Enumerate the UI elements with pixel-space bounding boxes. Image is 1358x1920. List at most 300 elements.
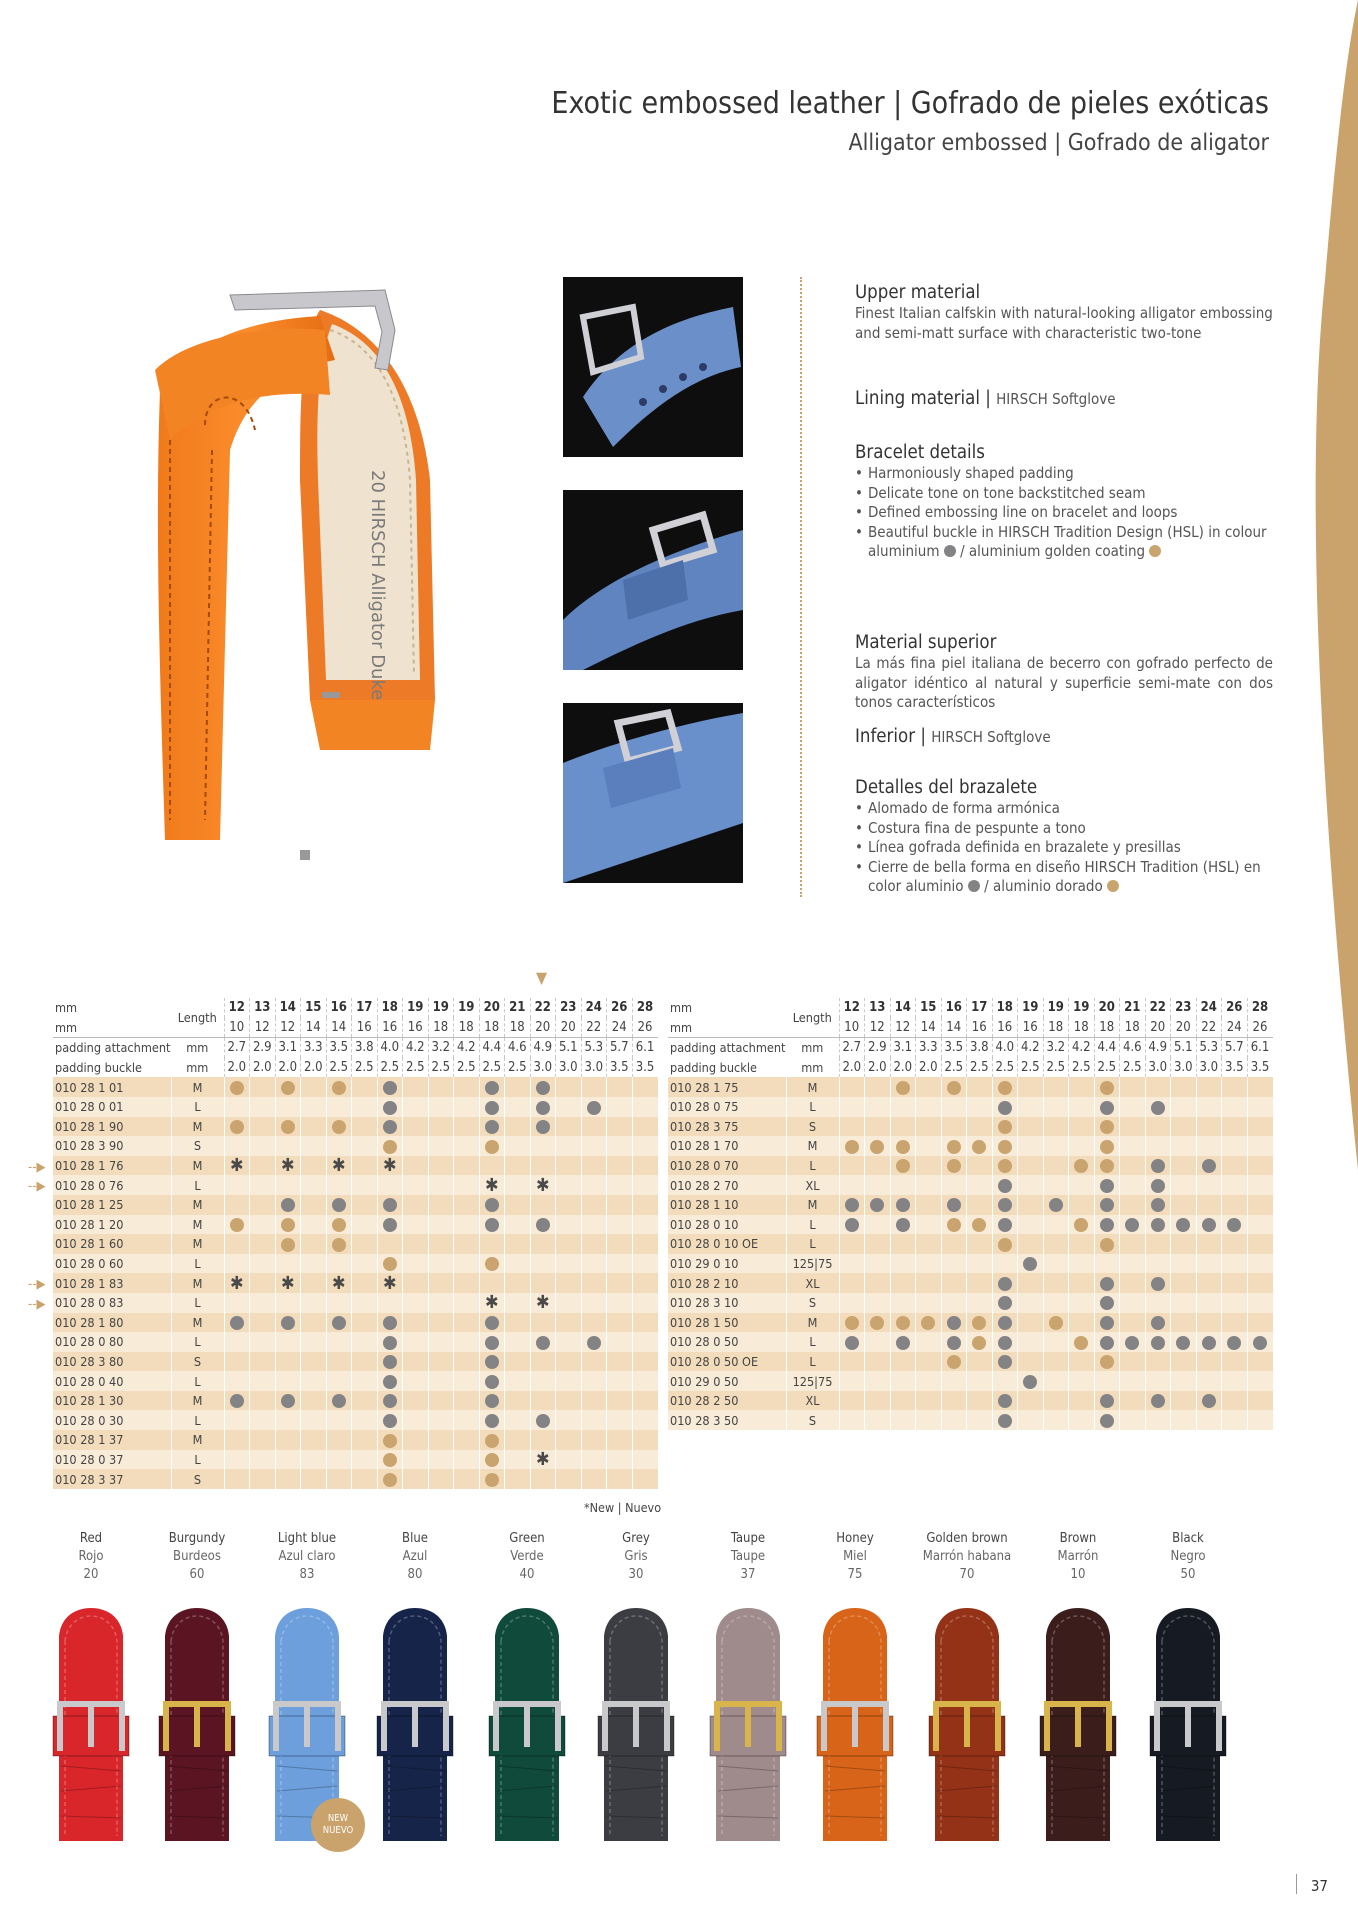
availability-cell (1043, 1332, 1069, 1352)
availability-cell (607, 1156, 633, 1176)
availability-cell (275, 1450, 301, 1470)
availability-cell (992, 1273, 1018, 1293)
availability-cell (607, 1293, 633, 1313)
attachment-cell: 3.2 (428, 1038, 454, 1058)
upper-material-title: Upper material (855, 282, 981, 303)
availability-cell (1145, 1195, 1171, 1215)
blue-strap-photo-3 (563, 703, 743, 883)
width-cell: 18 (992, 998, 1018, 1018)
availability-cell (992, 1352, 1018, 1372)
availability-cell (301, 1175, 327, 1195)
aluminium-dot-icon (230, 1316, 244, 1330)
buckle-cell: 16 (377, 1018, 403, 1038)
availability-cell (1043, 1175, 1069, 1195)
availability-cell (581, 1450, 607, 1470)
availability-cell (1171, 1293, 1197, 1313)
golden-dot-icon (1100, 1159, 1114, 1173)
availability-cell (967, 1156, 993, 1176)
availability-cell (224, 1136, 250, 1156)
blue-strap-photo-2 (563, 490, 743, 670)
length-value: S (786, 1410, 839, 1430)
table-row (53, 1254, 658, 1274)
aluminium-dot-icon (896, 1336, 910, 1350)
availability-cell (1196, 1293, 1222, 1313)
padding-buckle-cell: 2.5 (1069, 1058, 1095, 1078)
buckle-cell: 14 (916, 1018, 942, 1038)
length-value: M (171, 1313, 224, 1333)
new-star-icon: ✱ (280, 1273, 295, 1293)
availability-cell (839, 1136, 865, 1156)
unit-cell: mm (786, 1038, 839, 1058)
golden-dot-icon (1074, 1159, 1088, 1173)
availability-cell (941, 1234, 967, 1254)
availability-cell (1222, 1117, 1248, 1137)
aluminium-dot-icon (485, 1394, 499, 1408)
availability-cell (890, 1371, 916, 1391)
availability-cell (352, 1077, 378, 1097)
attachment-cell: 4.4 (1094, 1038, 1120, 1058)
availability-cell (505, 1195, 531, 1215)
availability-cell (1222, 1215, 1248, 1235)
availability-cell (1018, 1097, 1044, 1117)
row-label-mm: mm (55, 1019, 78, 1035)
length-value: M (171, 1195, 224, 1215)
availability-cell (556, 1332, 582, 1352)
attachment-cell: 4.9 (1145, 1038, 1171, 1058)
availability-cell (607, 1136, 633, 1156)
availability-cell (1196, 1273, 1222, 1293)
aluminium-dot-icon (1202, 1394, 1216, 1408)
availability-cell (352, 1371, 378, 1391)
colour-label: Brown Marrón 10 (1057, 1531, 1099, 1582)
aluminium-dot-icon (998, 1414, 1012, 1428)
buckle-cell: 14 (326, 1018, 352, 1038)
aluminium-dot-icon (998, 1316, 1012, 1330)
availability-cell (377, 1175, 403, 1195)
availability-cell (632, 1097, 658, 1117)
aluminium-dot-icon (947, 1316, 961, 1330)
availability-cell (479, 1352, 505, 1372)
article-code: 010 28 0 37 (53, 1450, 171, 1470)
availability-cell (1018, 1391, 1044, 1411)
attachment-cell: 5.3 (1196, 1038, 1222, 1058)
buckle-cell: 12 (250, 1018, 276, 1038)
golden-dot-icon (1100, 1355, 1114, 1369)
aluminium-dot-icon (536, 1414, 550, 1428)
availability-cell (1222, 1313, 1248, 1333)
length-value: S (786, 1117, 839, 1137)
aluminium-dot-icon (1151, 1179, 1165, 1193)
attachment-cell: 3.5 (326, 1038, 352, 1058)
availability-cell (1069, 1293, 1095, 1313)
availability-cell (454, 1175, 480, 1195)
availability-cell (1196, 1195, 1222, 1215)
availability-cell (890, 1273, 916, 1293)
availability-cell (607, 1273, 633, 1293)
availability-cell (556, 1430, 582, 1450)
aluminium-dot-icon (1100, 1296, 1114, 1310)
row-label-attachment: padding attachment (668, 1038, 786, 1058)
aluminium-dot-icon (281, 1198, 295, 1212)
length-value: L (786, 1215, 839, 1235)
availability-cell (377, 1117, 403, 1137)
aluminium-dot-icon (1100, 1414, 1114, 1428)
availability-cell (454, 1234, 480, 1254)
availability-cell (839, 1273, 865, 1293)
width-cell: 14 (275, 998, 301, 1018)
table-row (668, 1117, 1273, 1137)
availability-cell (403, 1430, 429, 1450)
aluminium-dot-icon (383, 1198, 397, 1212)
availability-cell (250, 1469, 276, 1489)
table-row (668, 1175, 1273, 1195)
article-code: 010 28 0 30 (53, 1410, 171, 1430)
availability-cell (1196, 1352, 1222, 1372)
aluminium-dot-icon (998, 1296, 1012, 1310)
width-cell: 19 (1069, 998, 1095, 1018)
availability-cell (275, 1410, 301, 1430)
bracelet-title: Bracelet details (855, 442, 985, 463)
availability-cell (224, 1371, 250, 1391)
availability-cell (301, 1273, 327, 1293)
availability-cell (250, 1450, 276, 1470)
availability-cell (967, 1195, 993, 1215)
availability-cell (479, 1215, 505, 1235)
availability-cell (275, 1234, 301, 1254)
availability-cell (275, 1332, 301, 1352)
attachment-cell: 2.7 (224, 1038, 250, 1058)
availability-cell (865, 1273, 891, 1293)
buckle-cell: 12 (890, 1018, 916, 1038)
new-star-icon: ✱ (229, 1273, 244, 1293)
table-row (53, 1077, 658, 1097)
width-cell: 12 (224, 998, 250, 1018)
availability-cell (454, 1254, 480, 1274)
availability-cell (275, 1391, 301, 1411)
golden-dot-icon (383, 1453, 397, 1467)
unit-cell: mm (186, 1060, 209, 1076)
padding-buckle-cell: 3.0 (581, 1058, 607, 1078)
availability-cell (967, 1234, 993, 1254)
availability-cell (403, 1352, 429, 1372)
article-code: 010 29 0 50 (668, 1371, 786, 1391)
colour-swatch-strap (375, 1606, 455, 1841)
golden-dot-icon (998, 1140, 1012, 1154)
availability-cell (1043, 1410, 1069, 1430)
buckle-cell: 12 (275, 1018, 301, 1038)
length-value: L (171, 1332, 224, 1352)
availability-cell (530, 1136, 556, 1156)
availability-cell (403, 1293, 429, 1313)
aluminium-dot-icon (1151, 1198, 1165, 1212)
availability-cell (1018, 1136, 1044, 1156)
availability-cell (275, 1430, 301, 1450)
attachment-cell: 5.1 (556, 1038, 582, 1058)
buckle-cell: 12 (865, 1018, 891, 1038)
availability-cell (1247, 1175, 1273, 1195)
padding-buckle-cell: 2.5 (377, 1058, 403, 1078)
availability-cell (505, 1352, 531, 1372)
availability-cell (1171, 1195, 1197, 1215)
availability-cell (992, 1332, 1018, 1352)
spec-lining-en: Lining material | HIRSCH Softglove (855, 388, 1116, 409)
availability-cell (428, 1136, 454, 1156)
availability-cell (403, 1450, 429, 1470)
golden-dot-icon (947, 1081, 961, 1095)
golden-dot-icon (998, 1081, 1012, 1095)
article-code: 010 28 1 75 (668, 1077, 786, 1097)
width-cell: 19 (1018, 998, 1044, 1018)
availability-cell (479, 1313, 505, 1333)
availability-cell (839, 1313, 865, 1333)
golden-dot-icon (281, 1120, 295, 1134)
availability-cell (1069, 1097, 1095, 1117)
golden-dot-icon (1100, 1140, 1114, 1154)
aluminium-dot-icon (1202, 1336, 1216, 1350)
availability-cell (326, 1175, 352, 1195)
availability-cell (839, 1391, 865, 1411)
aluminium-dot-icon (230, 1394, 244, 1408)
availability-cell (479, 1273, 505, 1293)
aluminium-dot-icon (998, 1101, 1012, 1115)
availability-cell (377, 1450, 403, 1470)
availability-cell (1069, 1410, 1095, 1430)
availability-cell (275, 1254, 301, 1274)
availability-cell (941, 1195, 967, 1215)
availability-cell (865, 1136, 891, 1156)
availability-cell (941, 1077, 967, 1097)
availability-cell (224, 1175, 250, 1195)
availability-cell (428, 1293, 454, 1313)
availability-cell (224, 1117, 250, 1137)
availability-cell (250, 1391, 276, 1411)
availability-cell (581, 1313, 607, 1333)
availability-cell (581, 1195, 607, 1215)
availability-cell (967, 1410, 993, 1430)
availability-cell (839, 1234, 865, 1254)
aluminium-dot-icon (1125, 1218, 1139, 1232)
availability-cell (428, 1156, 454, 1176)
availability-cell (556, 1273, 582, 1293)
buckle-cell: 18 (479, 1018, 505, 1038)
availability-cell (301, 1156, 327, 1176)
availability-cell (1145, 1332, 1171, 1352)
golden-dot-icon (870, 1316, 884, 1330)
aluminium-dot-icon (383, 1414, 397, 1428)
bracelet-item-es: • Alomado de forma armónica (855, 799, 1273, 819)
availability-cell (1069, 1215, 1095, 1235)
availability-cell (632, 1391, 658, 1411)
availability-cell (377, 1234, 403, 1254)
spec-upper-en (855, 282, 1273, 343)
availability-cell (326, 1254, 352, 1274)
availability-cell (505, 1175, 531, 1195)
spec-upper-es (855, 632, 1273, 713)
availability-cell (556, 1254, 582, 1274)
strap-stamp-text: 20 HIRSCH Alligator Duke (367, 470, 388, 701)
availability-cell (530, 1352, 556, 1372)
golden-dot-icon (870, 1140, 884, 1154)
length-value: 125|75 (786, 1371, 839, 1391)
padding-buckle-cell: 3.5 (1222, 1058, 1248, 1078)
aluminium-dot-icon (845, 1198, 859, 1212)
availability-cell (224, 1469, 250, 1489)
aluminium-dot-icon (383, 1316, 397, 1330)
availability-cell (352, 1352, 378, 1372)
availability-cell (505, 1117, 531, 1137)
availability-cell (941, 1352, 967, 1372)
availability-cell (224, 1234, 250, 1254)
colour-label: Honey Miel 75 (836, 1531, 874, 1582)
length-value: M (171, 1273, 224, 1293)
finish-aluminium: aluminium (868, 542, 940, 560)
availability-cell (632, 1410, 658, 1430)
availability-cell (530, 1156, 556, 1176)
table-row (668, 1371, 1273, 1391)
availability-cell (839, 1410, 865, 1430)
colour-label: Golden brown Marrón habana 70 (922, 1531, 1012, 1582)
availability-cell (890, 1254, 916, 1274)
availability-cell (1247, 1273, 1273, 1293)
availability-cell (607, 1391, 633, 1411)
colour-label: Blue Azul 80 (402, 1531, 428, 1582)
availability-cell (301, 1215, 327, 1235)
availability-cell (1018, 1117, 1044, 1137)
availability-cell (581, 1430, 607, 1450)
availability-cell (301, 1097, 327, 1117)
attachment-cell: 2.7 (839, 1038, 865, 1058)
availability-cell (890, 1234, 916, 1254)
availability-cell (607, 1469, 633, 1489)
availability-cell (581, 1273, 607, 1293)
colour-label: Green Verde 40 (509, 1531, 545, 1582)
finish-golden: / aluminium golden coating (960, 542, 1146, 560)
availability-cell (1120, 1273, 1146, 1293)
availability-cell (1222, 1175, 1248, 1195)
availability-cell (352, 1234, 378, 1254)
availability-cell (967, 1371, 993, 1391)
table-row (668, 1254, 1273, 1274)
availability-cell (301, 1313, 327, 1333)
aluminium-dot-icon (845, 1218, 859, 1232)
availability-cell (556, 1077, 582, 1097)
availability-cell (275, 1273, 301, 1293)
aluminium-dot-icon (1253, 1336, 1267, 1350)
article-code: 010 28 1 30 (53, 1391, 171, 1411)
availability-cell (1196, 1156, 1222, 1176)
availability-cell (839, 1156, 865, 1176)
aluminium-dot-icon (1202, 1159, 1216, 1173)
availability-cell (1171, 1097, 1197, 1117)
golden-dot-icon (230, 1218, 244, 1232)
padding-buckle-cell: 2.0 (890, 1058, 916, 1078)
aluminium-dot-icon (485, 1355, 499, 1369)
aluminium-dot-icon (281, 1316, 295, 1330)
width-cell: 13 (250, 998, 276, 1018)
availability-cell (1120, 1215, 1146, 1235)
aluminium-dot-icon (383, 1355, 397, 1369)
availability-cell (530, 1195, 556, 1215)
availability-cell (224, 1332, 250, 1352)
availability-cell (1247, 1234, 1273, 1254)
buckle-cell: 14 (941, 1018, 967, 1038)
padding-buckle-cell: 3.5 (607, 1058, 633, 1078)
attachment-cell: 6.1 (632, 1038, 658, 1058)
availability-cell (890, 1391, 916, 1411)
length-value: L (786, 1156, 839, 1176)
availability-cell (377, 1469, 403, 1489)
bracelet-item: • Delicate tone on tone backstitched seam (855, 484, 1273, 504)
availability-cell (992, 1117, 1018, 1137)
availability-cell (1247, 1117, 1273, 1137)
aluminium-dot-icon (536, 1081, 550, 1095)
availability-cell (607, 1097, 633, 1117)
length-value: XL (786, 1391, 839, 1411)
buckle-cell: 16 (967, 1018, 993, 1038)
availability-cell (1145, 1117, 1171, 1137)
finish-aluminium-es: color aluminio (868, 877, 964, 895)
availability-cell (967, 1215, 993, 1235)
padding-buckle-cell: 2.5 (479, 1058, 505, 1078)
availability-cell (581, 1332, 607, 1352)
colour-swatch-strap (708, 1606, 788, 1841)
availability-cell (301, 1371, 327, 1391)
availability-cell (275, 1352, 301, 1372)
buckle-cell: 20 (556, 1018, 582, 1038)
availability-cell (275, 1156, 301, 1176)
availability-cell (941, 1215, 967, 1235)
availability-cell (1094, 1215, 1120, 1235)
availability-cell (505, 1234, 531, 1254)
availability-cell (326, 1215, 352, 1235)
availability-cell (428, 1077, 454, 1097)
availability-cell (1171, 1352, 1197, 1372)
golden-dot-icon (332, 1238, 346, 1252)
availability-cell (1171, 1156, 1197, 1176)
table-row (668, 1077, 1273, 1097)
availability-cell (1222, 1136, 1248, 1156)
availability-cell (479, 1097, 505, 1117)
availability-cell (530, 1410, 556, 1430)
table-row (668, 1313, 1273, 1333)
attachment-cell: 2.9 (250, 1038, 276, 1058)
aluminium-dot-icon (1151, 1101, 1165, 1115)
availability-cell (632, 1215, 658, 1235)
golden-dot-icon (230, 1081, 244, 1095)
availability-cell (428, 1469, 454, 1489)
golden-dot-icon (383, 1140, 397, 1154)
availability-cell (224, 1313, 250, 1333)
availability-cell (326, 1371, 352, 1391)
article-code: 010 28 3 37 (53, 1469, 171, 1489)
availability-cell (1120, 1097, 1146, 1117)
availability-cell (301, 1077, 327, 1097)
availability-cell (479, 1450, 505, 1470)
availability-cell (403, 1371, 429, 1391)
availability-cell (454, 1313, 480, 1333)
lining-value-es: HIRSCH Softglove (931, 728, 1051, 746)
new-star-icon: ✱ (331, 1155, 346, 1176)
availability-cell (1043, 1273, 1069, 1293)
availability-cell (530, 1469, 556, 1489)
availability-cell (839, 1215, 865, 1235)
availability-cell (377, 1293, 403, 1313)
availability-cell (967, 1293, 993, 1313)
availability-cell (326, 1273, 352, 1293)
availability-cell (1145, 1391, 1171, 1411)
availability-cell (1222, 1391, 1248, 1411)
availability-cell (1094, 1293, 1120, 1313)
